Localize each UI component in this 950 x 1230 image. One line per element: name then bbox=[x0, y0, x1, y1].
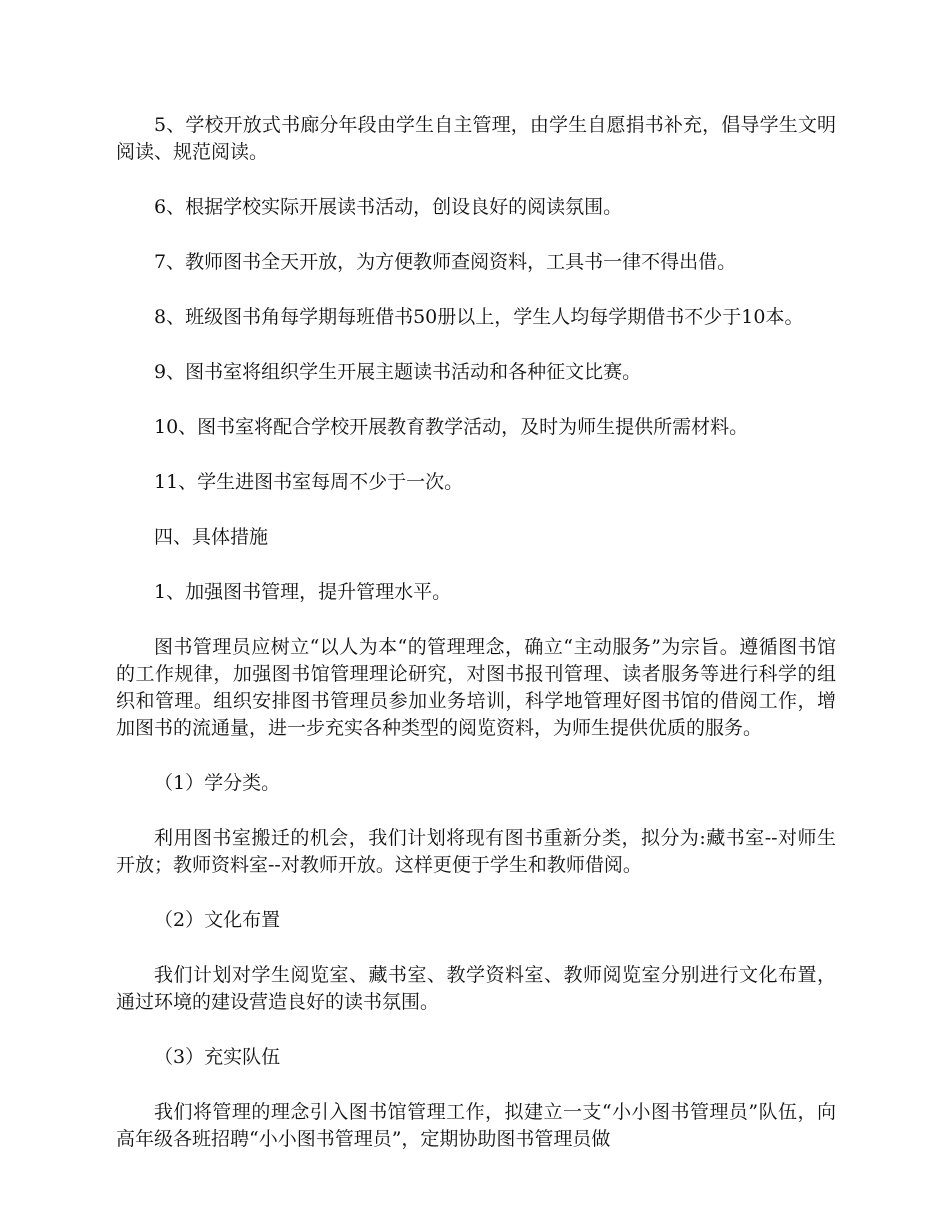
paragraph-team: 我们将管理的理念引入图书馆管理工作，拟建立一支“小小图书管理员”队伍，向高年级各班招聘“小小图书管理员”，定期协助图书管理员做 bbox=[116, 1101, 836, 1150]
paragraph-cultural-layout: 我们计划对学生阅览室、藏书室、教学资料室、教师阅览室分别进行文化布置，通过环境的建设营造良好的读书氛围。 bbox=[116, 964, 836, 1013]
subheading-cultural-layout: （2）文化布置 bbox=[154, 909, 281, 931]
section-heading-measures: 四、具体措施 bbox=[154, 526, 269, 548]
document-page bbox=[116, 112, 836, 1153]
paragraph-item-8: 8、班级图书角每学期每班借书50册以上，学生人均每学期借书不少于10本。 bbox=[154, 306, 804, 328]
paragraph-item-7: 7、教师图书全天开放，为方便教师查阅资料，工具书一律不得出借。 bbox=[154, 251, 737, 273]
paragraph-management-philosophy: 图书管理员应树立“以人为本“的管理理念，确立“主动服务”为宗旨。遵循图书馆的工作规律，加强图书馆管理理论研究，对图书报刊管理、读者服务等进行科学的组织和管理。组织安排图书管理员参加业务培训，科学地管理好图书馆的借阅工作，增加图书的流通量，进一步充实各种类型的阅览资料，为师生提供优质的服务。 bbox=[116, 636, 836, 739]
subheading-classification: （1）学分类。 bbox=[154, 772, 281, 794]
subheading-strengthen-management: 1、加强图书管理，提升管理水平。 bbox=[154, 581, 452, 603]
paragraph-item-10: 10、图书室将配合学校开展教育教学活动，及时为师生提供所需材料。 bbox=[154, 416, 749, 438]
paragraph-classification: 利用图书室搬迁的机会，我们计划将现有图书重新分类，拟分为:藏书室--对师生开放；教师资料室--对教师开放。这样更便于学生和教师借阅。 bbox=[116, 827, 836, 876]
subheading-team: （3）充实队伍 bbox=[154, 1046, 281, 1068]
paragraph-item-9: 9、图书室将组织学生开展主题读书活动和各种征文比赛。 bbox=[154, 361, 642, 383]
paragraph-item-6: 6、根据学校实际开展读书活动，创设良好的阅读氛围。 bbox=[154, 196, 623, 218]
paragraph-item-5: 5、学校开放式书廊分年段由学生自主管理，由学生自愿捐书补充，倡导学生文明阅读、规范阅读。 bbox=[116, 114, 836, 163]
paragraph-item-11: 11、学生进图书室每周不少于一次。 bbox=[154, 471, 464, 493]
